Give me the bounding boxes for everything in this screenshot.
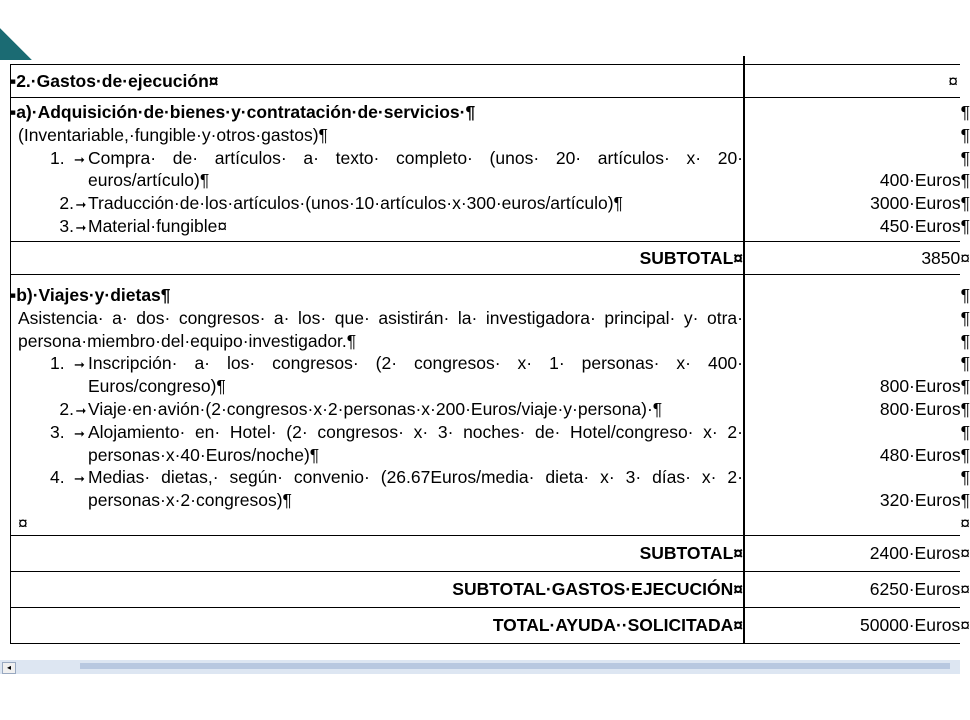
amount-line: 800·Euros¶ [879,376,970,397]
item-number: 1. [50,147,65,168]
item-text: Alojamiento· en· Hotel· (2· congresos· x· 3· noches· de· Hotel/congreso· x· 2· [88,421,743,442]
amount-line: 480·Euros¶ [879,444,970,465]
list-item [10,215,743,238]
item-number: 2. [59,398,74,419]
amount-line: ¶ [960,285,970,305]
row-section-b [10,284,970,534]
row-gastos-ejecucion [10,70,960,96]
tab-arrow-icon: ➞ [74,357,85,373]
total-value: 50000·Euros¤ [860,615,970,635]
item-text: Material·fungible¤ [88,215,228,236]
amount-line: ¶ [960,421,970,442]
item-text: Inscripción· a· los· congresos· (2· congresos· x· 1· personas· x· 400· [88,353,743,374]
tab-arrow-icon: ➞ [75,402,87,418]
item-text-continued: personas·x·2·congresos)¶ [88,490,292,511]
amount-line: ¶ [960,330,970,351]
amount-line: ¶ [960,124,970,145]
section-b-title: ▪b)·Viajes·y·dietas¶ [10,285,171,305]
list-item [10,466,743,489]
list-item [10,192,743,215]
row-border [10,241,960,242]
subtotal-label: SUBTOTAL¤ [639,248,743,268]
item-number: 1. [50,353,65,374]
row-total [10,614,970,640]
subtotal-gastos-value: 6250·Euros¤ [869,579,970,599]
item-text-continued: euros/artículo)¶ [88,170,210,191]
row-border [10,643,960,644]
amount-line: ¶ [960,147,970,168]
amount-line: 400·Euros¶ [879,170,970,191]
section-b-description-continued: persona·miembro·del·equipo·investigador.¶ [18,330,357,351]
item-text: Medias· dietas,· según· convenio· (26.67Euros/media· dieta· x· 3· días· x· 2· [88,467,743,488]
list-item [10,352,743,375]
row-border [10,64,960,65]
subtotal-value: 2400·Euros¤ [869,543,970,563]
row-border [10,97,960,98]
item-number: 3. [50,421,65,442]
row-subtotal-b [10,542,970,568]
item-number: 4. [50,467,65,488]
list-item [10,421,743,444]
subtotal-label: SUBTOTAL¤ [639,543,743,563]
amount-line: 3000·Euros¶ [870,193,970,214]
item-text-continued: personas·x·40·Euros/noche)¶ [88,444,320,465]
item-number: 3. [59,215,74,236]
row-subtotal-a [10,247,970,273]
row-subtotal-gastos [10,578,970,604]
subtotal-value: 3850¤ [921,248,970,268]
row-border [10,571,960,572]
item-text: Compra· de· artículos· a· texto· completo· (unos· 20· artículos· x· 20· [88,147,743,168]
item-text-continued: Euros/congreso)¶ [88,376,226,397]
row-border [10,535,960,536]
horizontal-scrollbar[interactable] [0,660,960,674]
amount-line: ¶ [960,102,970,122]
row-border [10,607,960,608]
tab-arrow-icon: ➞ [74,425,85,441]
row-border [10,274,960,275]
section-title: ▪2.·Gastos·de·ejecución¤ [10,71,219,91]
amount-line: ¶ [960,353,970,374]
row-section-a [10,101,970,239]
cell-end-mark: ¤ [18,512,28,533]
cell-mark: ¤ [948,71,958,91]
section-a-subtitle: (Inventariable,·fungible·y·otros·gastos)¶ [18,124,328,145]
scrollbar-thumb[interactable] [80,663,950,669]
item-number: 2. [59,193,74,214]
amount-line: 450·Euros¶ [879,215,970,236]
amount-line: ¤ [960,512,970,533]
tab-arrow-icon: ➞ [75,219,87,235]
amount-line: ¶ [960,307,970,328]
list-item [10,398,743,421]
section-a-title: ▪a)·Adquisición·de·bienes·y·contratación·de·servicios·¶ [10,102,476,122]
total-label: TOTAL·AYUDA··SOLICITADA¤ [492,615,743,635]
tab-arrow-icon: ➞ [74,151,85,167]
subtotal-gastos-label: SUBTOTAL·GASTOS·EJECUCIÓN¤ [452,579,743,599]
tab-arrow-icon: ➞ [75,197,87,213]
amount-line: 800·Euros¶ [879,398,970,419]
item-text: Traducción·de·los·artículos·(unos·10·artículos·x·300·euros/artículo)¶ [88,193,623,214]
tab-arrow-icon: ➞ [74,471,85,487]
item-text: Viaje·en·avión·(2·congresos·x·2·personas·x·200·Euros/viaje·y·persona)·¶ [88,398,663,419]
section-b-description: Asistencia· a· dos· congresos· a· los· que· asistirán· la· investigadora· principal· y· otra· [18,307,743,328]
amount-line: ¶ [960,467,970,488]
scroll-left-icon[interactable]: ◂ [2,662,16,674]
amount-line: 320·Euros¶ [879,490,970,511]
list-item [10,147,743,170]
